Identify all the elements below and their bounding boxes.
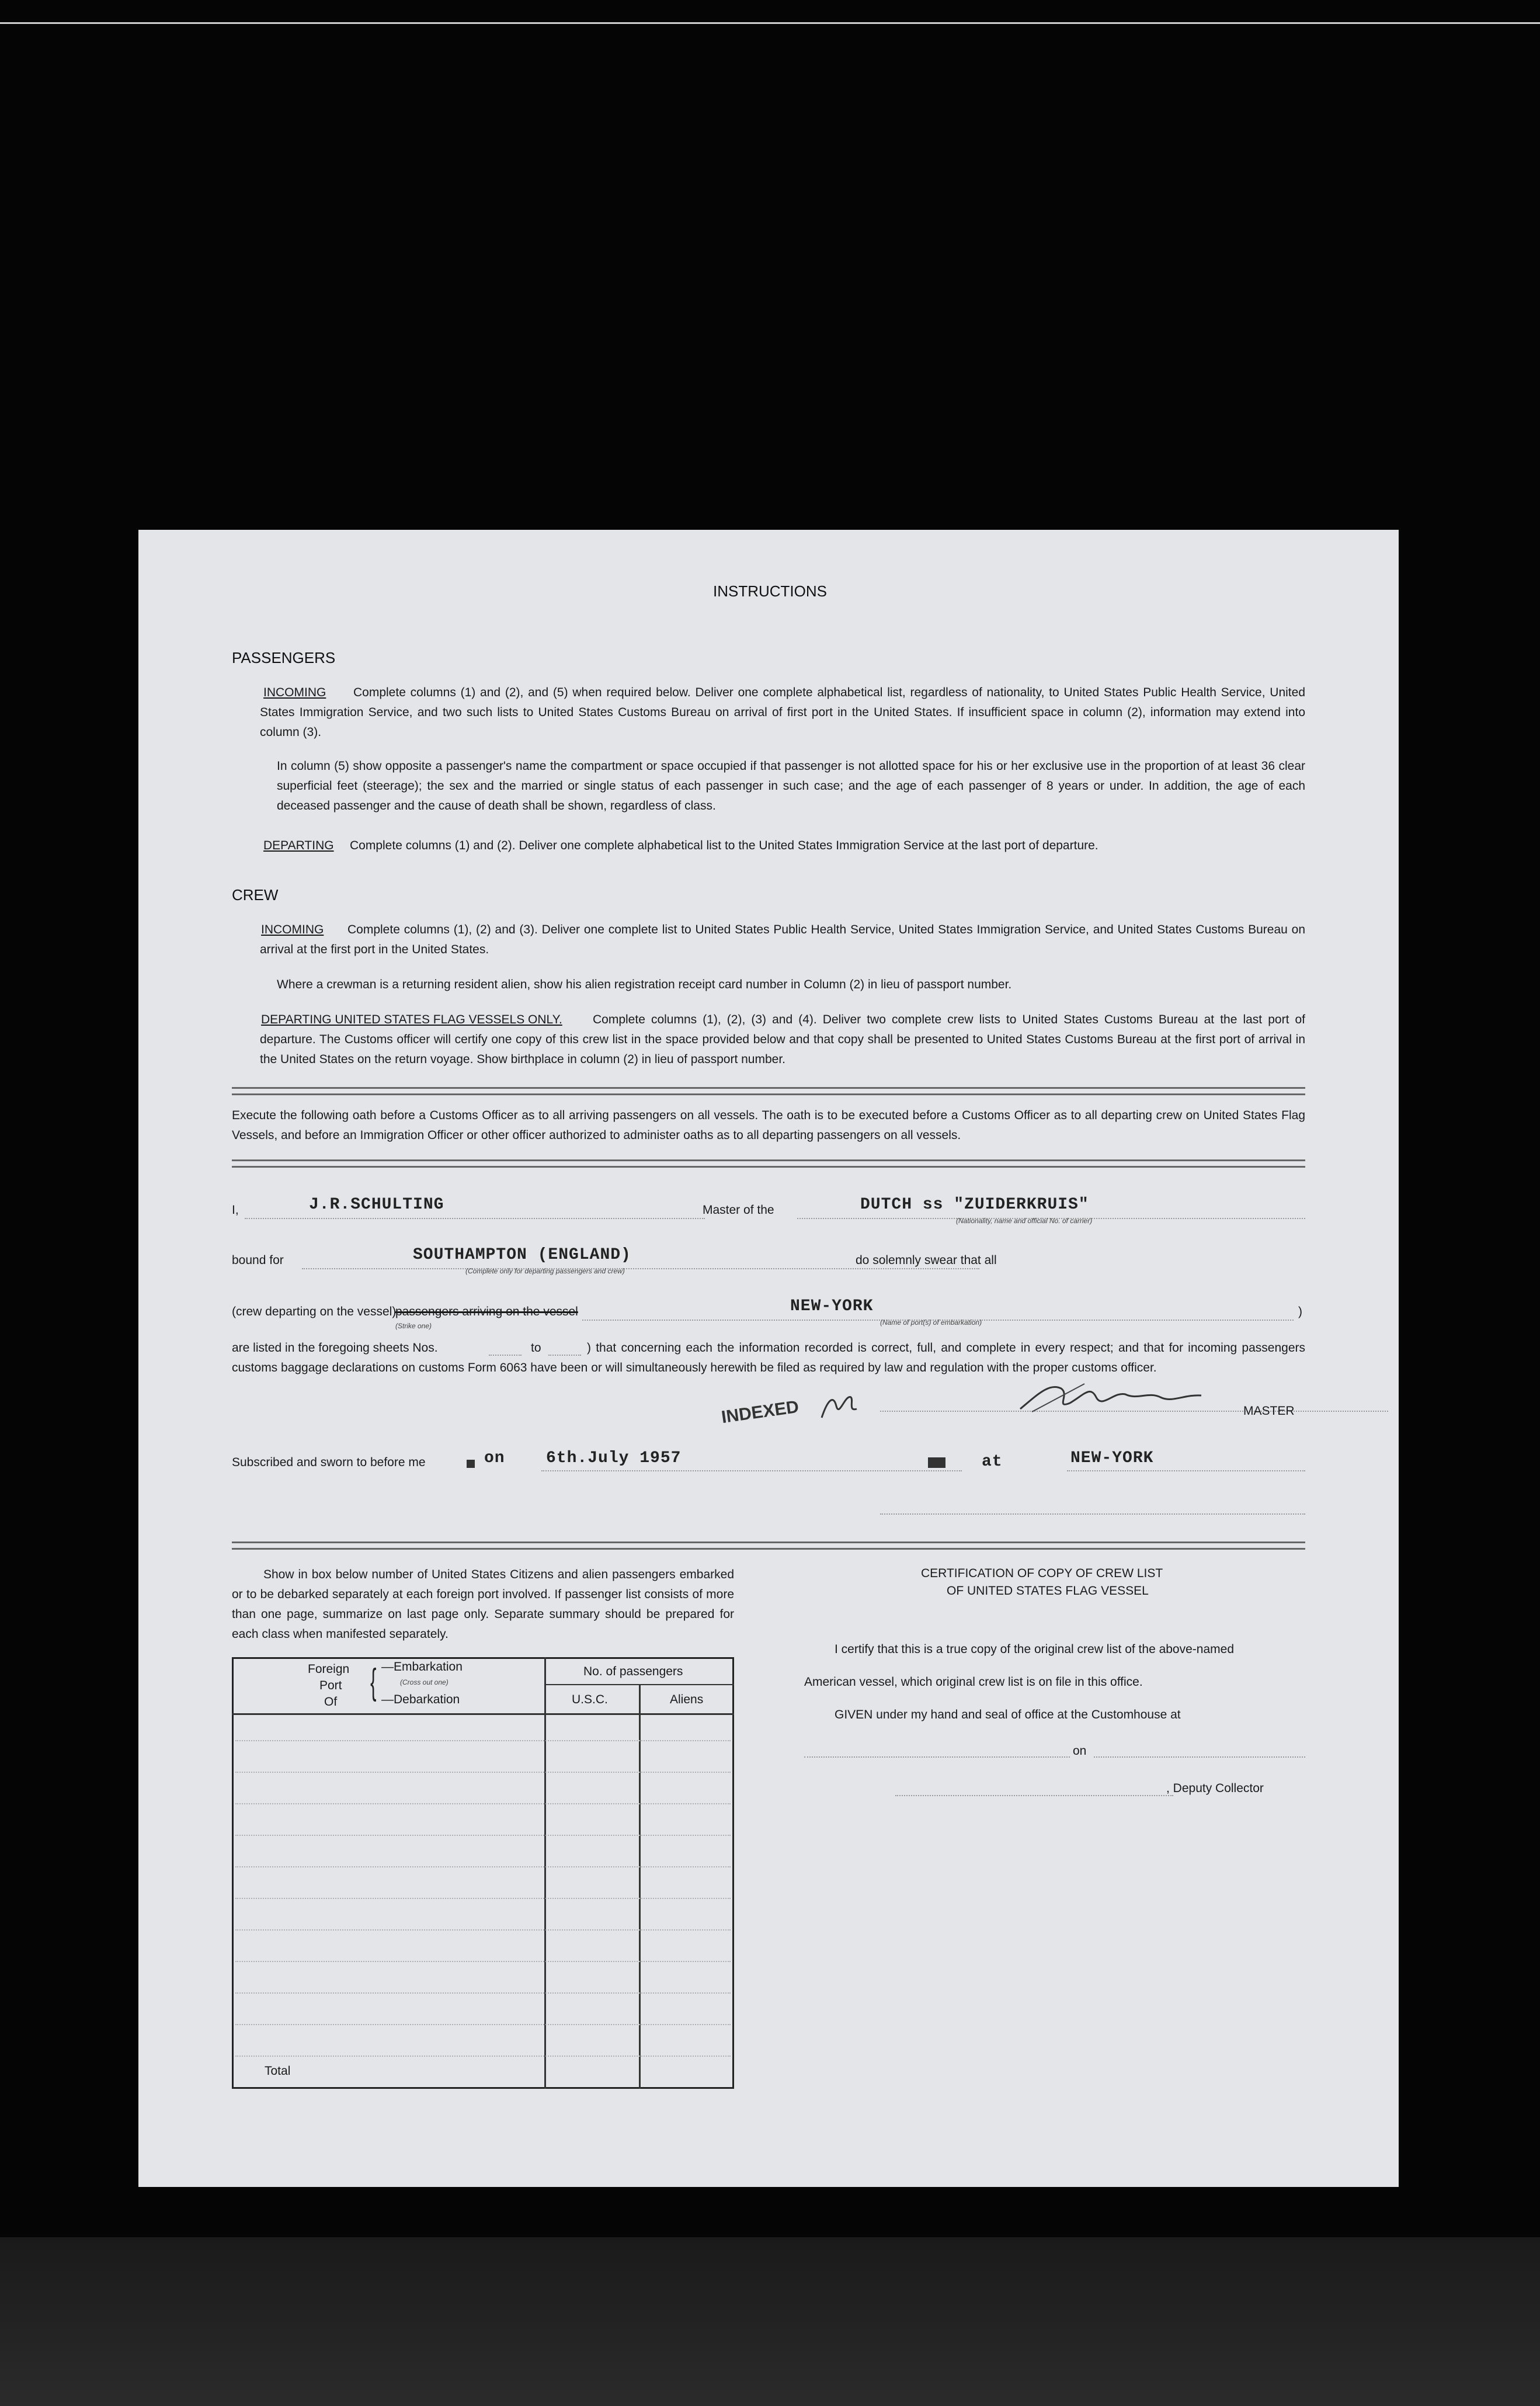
passengers-departing-label: DEPARTING	[263, 839, 334, 852]
bound-hint: (Complete only for departing passengers and crew)	[465, 1267, 625, 1275]
embark-hint: (Name of port(s) of embarkation)	[880, 1318, 982, 1327]
crew-incoming-label: INCOMING	[261, 923, 324, 936]
crew-resident-text: Where a crewman is a returning resident alien, show his alien registration receipt card number in Column (2) in lieu of passport number.	[277, 978, 1012, 991]
foreign-label: Foreign	[308, 1662, 350, 1676]
bound-for-value: SOUTHAMPTON (ENGLAND)	[413, 1246, 631, 1264]
debarkation-label: —Debarkation	[381, 1693, 460, 1706]
sworn-place: NEW-YORK	[1070, 1449, 1154, 1467]
box-row	[235, 1961, 731, 1962]
customhouse-line	[804, 1756, 1070, 1758]
deputy-signature-line	[895, 1795, 1173, 1796]
box-row	[235, 1772, 731, 1773]
double-rule	[232, 1159, 1305, 1168]
passengers-column5-text: In column (5) show opposite a passenger's name the compartment or space occupied if that passenger is not allotted space for his or her exclusive use in the proportion of at least 36 clear superficial feet (steerage); the sex and the married or single status of each passenger in such case; and the age of each passenger of 8 years or under. In addition, the age of each deceased passenger and the cause of death shall be shown, regardless of class.	[277, 759, 1305, 813]
on-date-line	[1094, 1756, 1305, 1758]
embark-port: NEW-YORK	[790, 1297, 874, 1315]
master-name: J.R.SCHULTING	[309, 1196, 444, 1214]
vessel-hint: (Nationality, name and official No. of carrier)	[956, 1217, 1093, 1225]
certification-title: CERTIFICATION OF COPY OF CREW LIST	[921, 1567, 1163, 1580]
passengers-departing-text: Complete columns (1) and (2). Deliver one complete alphabetical list to the United States Immigration Service at the last port of departure.	[350, 839, 1098, 852]
passengers-incoming-label: INCOMING	[263, 686, 326, 699]
crew-departing-label: (crew departing on the vessel)	[232, 1305, 397, 1318]
total-label: Total	[265, 2064, 291, 2078]
crew-departing-text: Complete columns (1), (2), (3) and (4). Deliver two complete crew lists to United States Customs Bureau at the last port of departure. The Customs officer will certify one copy of this crew list in the space provided below and that copy shall be presented to United States Customs Bureau at the first port of arrival in the United States on the return voyage. Show birthplace in column (2) in lieu of passport number.	[260, 1013, 1305, 1066]
film-bottom-edge	[0, 2237, 1540, 2406]
struck-option: passengers arriving on the vessel	[395, 1305, 578, 1318]
close-paren: )	[1298, 1305, 1302, 1318]
oath-instructions: Execute the following oath before a Customs Officer as to all arriving passengers on all vessels. The oath is to be executed before a Customs Officer as to all departing crew on United States Flag Vessels, and before an Immigration Officer or other officer authorized to administer oaths as to all departing passengers on all vessels.	[232, 1109, 1305, 1142]
swear-text: do solemnly swear that all	[856, 1254, 997, 1267]
of-label: Of	[324, 1695, 338, 1709]
no-passengers-label: No. of passengers	[583, 1665, 683, 1678]
bound-for-label: bound for	[232, 1254, 284, 1267]
box-divider	[544, 1684, 734, 1685]
at-word: at	[982, 1453, 1003, 1471]
date-line	[541, 1470, 962, 1471]
box-row	[235, 1803, 731, 1804]
subscribed-label: Subscribed and sworn to before me	[232, 1456, 426, 1469]
struck-mark	[928, 1457, 945, 1468]
box-row	[235, 1929, 731, 1931]
crew-incoming-text: Complete columns (1), (2) and (3). Deliver one complete list to United States Public Health Service, United States Immigration Service, and United States Customs Bureau on arrival at the first port in the United States.	[260, 923, 1305, 956]
cross-out-hint: (Cross out one)	[400, 1678, 449, 1686]
certification-subtitle: OF UNITED STATES FLAG VESSEL	[947, 1584, 1149, 1598]
indexed-stamp: INDEXED	[720, 1397, 800, 1428]
vessel-name: DUTCH ss "ZUIDERKRUIS"	[860, 1196, 1089, 1214]
master-name-line	[245, 1218, 705, 1219]
oath-i-label: I,	[232, 1203, 239, 1217]
master-label: MASTER	[1243, 1404, 1295, 1418]
box-row	[235, 1898, 731, 1899]
box-divider	[639, 1684, 641, 2089]
box-row	[235, 1992, 731, 1994]
aliens-label: Aliens	[670, 1693, 704, 1706]
on-label: on	[1073, 1744, 1087, 1758]
double-rule	[232, 1541, 1305, 1550]
box-row	[235, 1740, 731, 1741]
document-page	[138, 530, 1399, 2187]
port-label: Port	[319, 1679, 342, 1692]
passengers-title: PASSENGERS	[232, 649, 336, 666]
box-row	[235, 1835, 731, 1836]
listed-text-a: are listed in the foregoing sheets Nos.	[232, 1341, 438, 1355]
brace-icon: {	[370, 1662, 377, 1702]
page-heading: INSTRUCTIONS	[713, 582, 827, 600]
listed-to: to	[531, 1341, 541, 1355]
usc-label: U.S.C.	[572, 1693, 608, 1706]
certify-line2: American vessel, which original crew list is on file in this office.	[804, 1675, 1143, 1689]
crew-departing-label: DEPARTING UNITED STATES FLAG VESSELS ONLY.	[261, 1013, 562, 1026]
embarkation-label: —Embarkation	[381, 1660, 463, 1674]
sworn-date: 6th.July 1957	[546, 1449, 682, 1467]
summary-instruction: Show in box below number of United States Citizens and alien passengers embarked or to be debarked separately at each foreign port involved. If passenger list consists of more than one page, summarize on last page only. Separate summary should be prepared for each class when manifested separately.	[232, 1568, 734, 1641]
indexed-initials	[816, 1388, 863, 1424]
officer-signature-line	[880, 1513, 1305, 1515]
deputy-collector-label: , Deputy Collector	[1166, 1782, 1264, 1795]
double-rule	[232, 1087, 1305, 1095]
on-word: on	[484, 1449, 505, 1467]
place-line	[1067, 1470, 1305, 1471]
listed-text-b: ) that concerning each the information recorded is correct, full, and complete in every respect; and that for incoming passengers customs baggage declarations on customs Form 6063 have been or will simultaneously herewith be filed as required by law and regulation with the proper customs officer.	[232, 1341, 1305, 1374]
certify-line1: I certify that this is a true copy of the original crew list of the above-named	[835, 1643, 1234, 1656]
master-of-label: Master of the	[703, 1203, 774, 1217]
box-row	[235, 1866, 731, 1867]
passengers-incoming-text: Complete columns (1) and (2), and (5) when required below. Deliver one complete alphabetical list, regardless of nationality, to United States Public Health Service, United States Immigration Service, and two such lists to United States Customs Bureau on arrival of first port in the United States. If insufficient space in column (2), information may extend into column (3).	[260, 686, 1305, 739]
master-signature	[1014, 1377, 1213, 1418]
box-row	[235, 2056, 731, 2057]
crew-title: CREW	[232, 886, 279, 904]
box-row	[235, 2024, 731, 2025]
strike-hint: (Strike one)	[395, 1322, 432, 1330]
box-header-rule	[232, 1713, 734, 1715]
struck-mark	[467, 1460, 475, 1468]
film-top-edge	[0, 22, 1540, 24]
given-text: GIVEN under my hand and seal of office at the Customhouse at	[835, 1708, 1181, 1721]
